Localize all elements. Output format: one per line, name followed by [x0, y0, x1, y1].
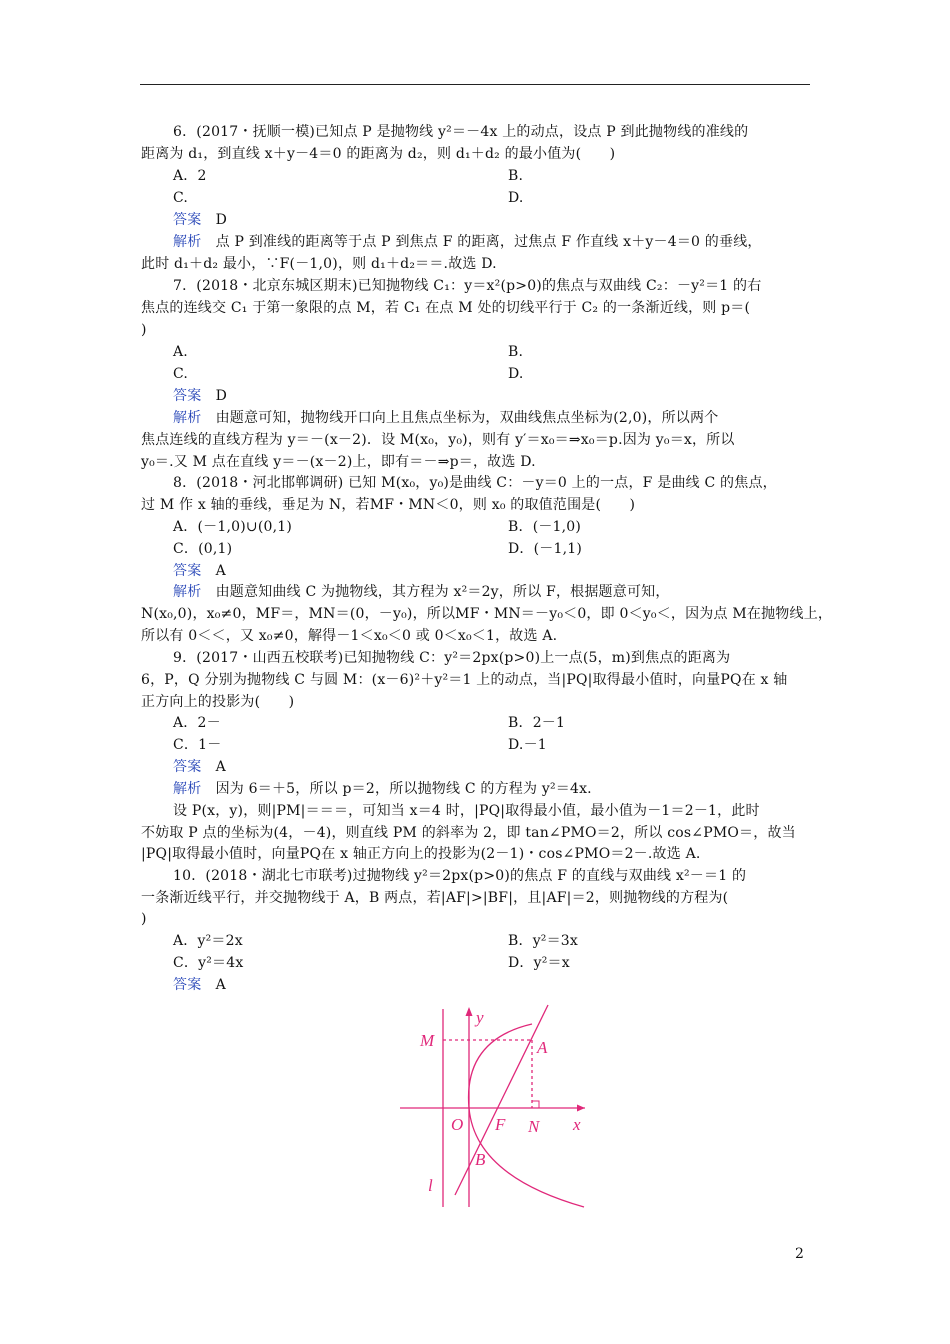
- label-o: O: [451, 1115, 464, 1134]
- answer-label: 答案: [173, 212, 202, 228]
- problem-7-analysis-3: y₀＝.又 M 点在直线 y＝－(x－2)上，即有＝－⇒p＝，故选 D.: [141, 454, 536, 470]
- problem-6-option-d: D.: [508, 190, 524, 206]
- problem-9-answer: [173, 757, 226, 777]
- problem-8-analysis-3: 所以有 0＜＜，又 x₀≠0，解得－1＜x₀＜0 或 0＜x₀＜1，故选 A.: [141, 628, 558, 644]
- analysis-text: 由题意可知，抛物线开口向上且焦点坐标为，双曲线焦点坐标为(2,0)，所以两个: [215, 410, 719, 426]
- problem-7-line-1: 7．(2018・北京东城区期末)已知抛物线 C₁：y＝x²(p>0)的焦点与双曲线 C₂：－y²＝1 的右: [173, 278, 762, 294]
- problem-8-option-a: A．(－1,0)∪(0,1): [173, 519, 293, 535]
- problem-7-analysis-1: [173, 408, 718, 428]
- problem-7-analysis-2: 焦点连线的直线方程为 y＝－(x－2)．设 M(x₀，y₀)，则有 y′＝x₀＝⇒x₀＝p.因为 y₀＝x，所以: [141, 432, 735, 448]
- problem-8-analysis-2: N(x₀,0)，x₀≠0，MF＝，MN＝(0，－y₀)，所以MF・MN＝－y₀＜0，即 0＜y₀＜，因为点 M在抛物线上，: [141, 606, 833, 622]
- label-b: B: [475, 1150, 486, 1169]
- problem-8-analysis-1: [173, 582, 670, 602]
- problem-9-option-c: C．1－: [173, 737, 222, 753]
- problem-8-line-1: 8．(2018・河北邯郸调研) 已知 M(x₀，y₀)是曲线 C：－y＝0 上的一点，F 是曲线 C 的焦点，: [173, 475, 777, 491]
- parabola-figure: [380, 995, 600, 1215]
- problem-6-line-2: 距离为 d₁，到直线 x＋y－4＝0 的距离为 d₂，则 d₁＋d₂ 的最小值为( ): [141, 146, 616, 162]
- problem-7-line-3: ): [141, 322, 147, 338]
- answer-value: D: [215, 388, 228, 404]
- analysis-label: 解析: [173, 234, 202, 250]
- problem-7-option-a: A.: [173, 344, 188, 360]
- problem-10-option-a: A．y²＝2x: [173, 933, 243, 949]
- answer-value: A: [215, 977, 226, 993]
- answer-label: 答案: [173, 977, 202, 993]
- problem-10-option-d: D．y²＝x: [508, 955, 570, 971]
- problem-9-analysis-3: 不妨取 P 点的坐标为(4，－4)，则直线 PM 的斜率为 2，即 tan∠PMO＝2，所以 cos∠PMO＝，故当: [141, 825, 796, 841]
- problem-7-answer: [173, 386, 227, 406]
- answer-value: A: [215, 759, 226, 775]
- label-y: y: [476, 1008, 484, 1027]
- problem-10-line-3: ): [141, 911, 147, 927]
- label-x: x: [573, 1115, 581, 1134]
- problem-9-option-a: A．2－: [173, 715, 221, 731]
- problem-6-analysis-2: 此时 d₁＋d₂ 最小，∵F(－1,0)，则 d₁＋d₂＝＝.故选 D.: [141, 256, 497, 272]
- answer-value: D: [215, 212, 228, 228]
- analysis-label: 解析: [173, 410, 202, 426]
- analysis-label: 解析: [173, 584, 202, 600]
- label-a: A: [537, 1038, 548, 1057]
- problem-6-analysis-1: [173, 232, 762, 252]
- problem-8-option-d: D．(－1,1): [508, 541, 583, 557]
- problem-8-option-b: B．(－1,0): [508, 519, 582, 535]
- problem-9-analysis-4: |PQ|取得最小值时，向量PQ在 x 轴正方向上的投影为(2－1)・cos∠PMO＝2－.故选 A.: [141, 846, 701, 862]
- y-axis-arrow: [466, 1007, 473, 1016]
- problem-10-option-c: C．y²＝4x: [173, 955, 244, 971]
- problem-9-line-2: 6，P，Q 分别为抛物线 C 与圆 M：(x－6)²＋y²＝1 上的动点，当|PQ|取得最小值时，向量PQ在 x 轴: [141, 672, 788, 688]
- problem-6-option-a: A．2: [173, 168, 207, 184]
- problem-8-option-c: C．(0,1): [173, 541, 233, 557]
- problem-10-answer: [173, 975, 226, 995]
- problem-8-line-2: 过 M 作 x 轴的垂线，垂足为 N，若MF・MN＜0，则 x₀ 的取值范围是( ): [141, 497, 636, 513]
- answer-label: 答案: [173, 388, 202, 404]
- label-f: F: [495, 1115, 506, 1134]
- answer-value: A: [215, 563, 226, 579]
- problem-9-analysis-2: 设 P(x，y)，则|PM|＝＝＝，可知当 x＝4 时，|PQ|取得最小值，最小值为－1＝2－1，此时: [173, 803, 760, 819]
- label-n: N: [528, 1117, 540, 1136]
- problem-6-answer: [173, 210, 227, 230]
- analysis-text: 由题意知曲线 C 为抛物线，其方程为 x²＝2y，所以 F，根据题意可知，: [215, 584, 670, 600]
- analysis-text: 因为 6＝＋5，所以 p＝2，所以抛物线 C 的方程为 y²＝4x.: [215, 781, 592, 797]
- problem-9-option-d: D.－1: [508, 737, 547, 753]
- problem-9-analysis-1: [173, 779, 592, 799]
- label-m: M: [420, 1031, 435, 1050]
- answer-label: 答案: [173, 563, 202, 579]
- problem-7-line-2: 焦点的连线交 C₁ 于第一象限的点 M，若 C₁ 在点 M 处的切线平行于 C₂ 的一条渐近线，则 p＝(: [141, 300, 751, 316]
- problem-10-line-2: 一条渐近线平行，并交抛物线于 A，B 两点，若|AF|>|BF|，且|AF|＝2，则抛物线的方程为(: [141, 890, 729, 906]
- problem-10-option-b: B．y²＝3x: [508, 933, 579, 949]
- analysis-text: 点 P 到准线的距离等于点 P 到焦点 F 的距离，过焦点 F 作直线 x＋y－4＝0 的垂线，: [215, 234, 762, 250]
- problem-6-option-c: C.: [173, 190, 189, 206]
- problem-7-option-b: B.: [508, 344, 524, 360]
- problem-7-option-c: C.: [173, 366, 189, 382]
- problem-8-answer: [173, 561, 226, 581]
- problem-9-option-b: B．2－1: [508, 715, 566, 731]
- problem-10-line-1: 10．(2018・湖北七市联考)过抛物线 y²＝2px(p>0)的焦点 F 的直线与双曲线 x²－＝1 的: [173, 868, 747, 884]
- problem-9-line-3: 正方向上的投影为( ): [141, 694, 295, 710]
- x-axis-arrow: [577, 1105, 585, 1112]
- answer-label: 答案: [173, 759, 202, 775]
- problem-7-option-d: D.: [508, 366, 524, 382]
- problem-6-option-b: B.: [508, 168, 524, 184]
- header-rule: [140, 84, 810, 85]
- problem-6-line-1: 6．(2017・抚顺一模)已知点 P 是抛物线 y²＝－4x 上的动点，设点 P 到此抛物线的准线的: [173, 124, 749, 140]
- parabola-curve: [469, 1024, 584, 1207]
- right-angle-mark: [532, 1101, 539, 1108]
- analysis-label: 解析: [173, 781, 202, 797]
- label-l: l: [428, 1176, 433, 1195]
- problem-9-line-1: 9．(2017・山西五校联考)已知抛物线 C：y²＝2px(p>0)上一点(5，m)到焦点的距离为: [173, 650, 731, 666]
- page-number: 2: [795, 1246, 804, 1262]
